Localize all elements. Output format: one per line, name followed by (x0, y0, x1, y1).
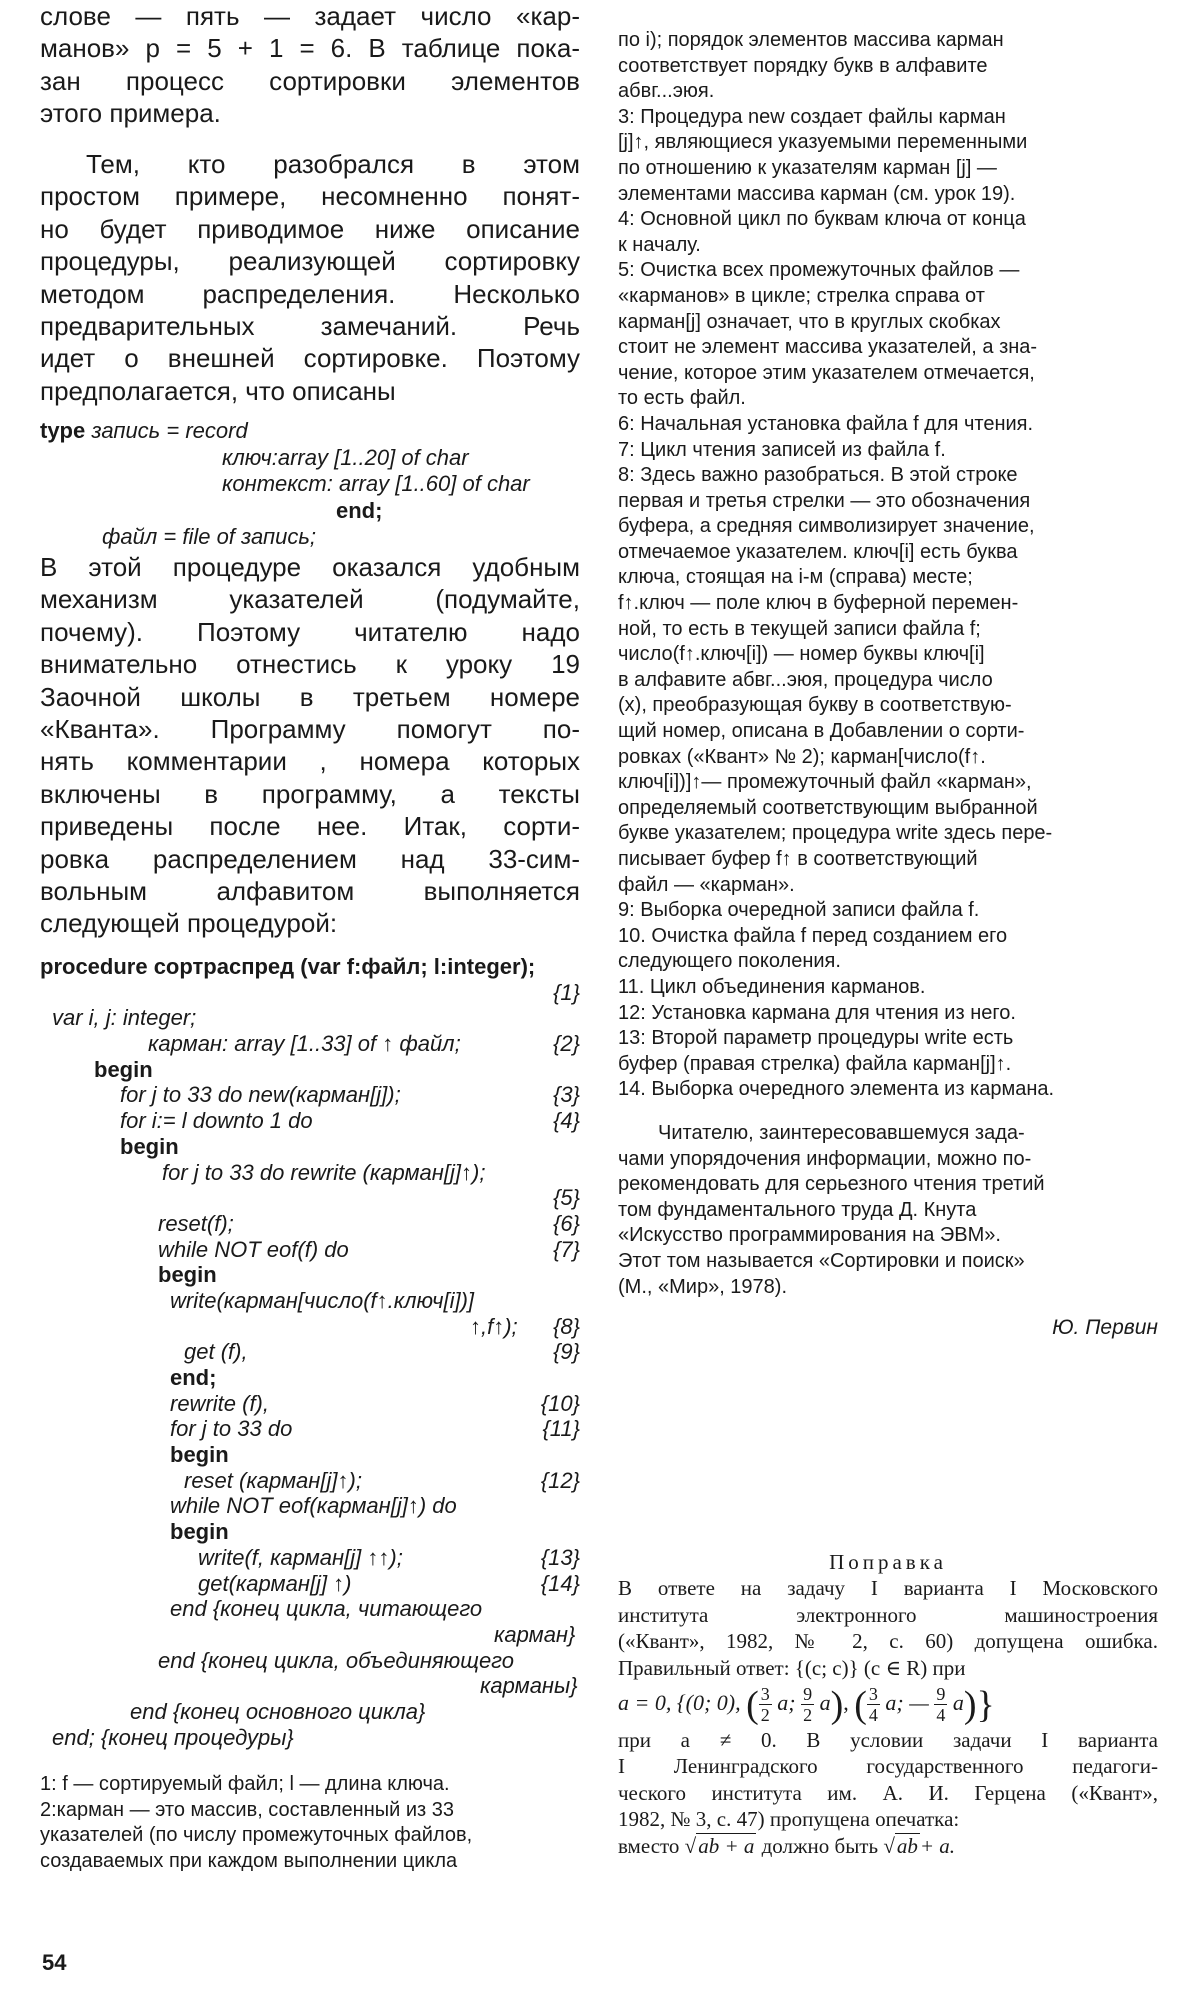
text-line: Тем, кто разобрался в этом (86, 149, 580, 179)
code-line: procedure сортраспред (var f:файл; l:integer); (40, 954, 536, 979)
text-line: ровках («Квант» № 2); карман[число(f↑. (618, 745, 986, 768)
text-line: буфер (правая стрелка) файла карман[j]↑. (618, 1052, 1012, 1075)
text-line: 3: Процедура new создает файлы карман (618, 105, 1006, 128)
text-line: Этот том называется «Сортировки и поиск» (618, 1249, 1025, 1272)
text-line: определяемый соответствующим выбранной (618, 796, 1038, 819)
third-paragraph (40, 551, 580, 940)
code-line: write(f, карман[j] ↑↑); {13} (198, 1544, 580, 1570)
text-line: 14. Выборка очередного элемента из кармана. (618, 1078, 1055, 1101)
code-line: reset (карман[j]↑); {12} (184, 1467, 580, 1493)
code-line: карман: array [1..33] of ↑ файл; {2} (148, 1031, 580, 1057)
text-line: том фундаментального труда Д. Кнута (618, 1198, 977, 1221)
text-line: «Кванта». Программу помогут по- (40, 714, 580, 745)
code-line: end {конец цикла, читающего (170, 1596, 483, 1622)
decl-line-context: контекст: array [1..60] of char (222, 471, 530, 496)
text-line: предварительных замечаний. Речь (40, 311, 580, 342)
correction-formula: a = 0, {(0; 0), ( $\frac{3}{2}$ a; $\frac{9}{2}$ a), ( $\frac{3}{4}$ a; — $\frac{9}{4}$ a)} (618, 1683, 995, 1726)
text-line: этого примера. (40, 98, 221, 129)
text-line: буфера, а средняя символизирует значение, (618, 515, 1035, 538)
page-number: 54 (42, 1950, 67, 1975)
text-line: простом примере, несомненно понят- (40, 181, 580, 212)
code-line: begin (170, 1519, 229, 1545)
text-line: [j]↑, являющиеся указуемыми переменными (618, 131, 1028, 154)
text-line: предполагается, что описаны (40, 375, 396, 406)
text-line: почему). Поэтому читателю надо (40, 616, 580, 647)
text-line: 11. Цикл объединения карманов. (618, 975, 926, 998)
closing-paragraph (618, 1121, 1158, 1300)
text-line: 1982, № 3, с. 47) пропущена опечатка: (618, 1807, 960, 1832)
text-line: 12: Установка кармана для чтения из него. (618, 1001, 1016, 1024)
text-line: соответствует порядку букв в алфавите (618, 54, 988, 77)
text-line: слове — пять — задает число «кар- (40, 1, 580, 31)
text-line: следующего поколения. (618, 950, 841, 973)
text-line: ключ[i])]↑— промежуточный файл «карман», (618, 771, 1032, 794)
correction-text (618, 1575, 1158, 1681)
code-line: карманы} (480, 1673, 578, 1699)
text-line: «Искусство программирования на ЭВМ». (618, 1224, 1001, 1247)
text-line: по отношению к указателям карман [j] — (618, 156, 997, 179)
comments-continued (618, 28, 1158, 1103)
decl-line-key: ключ:array [1..20] of char (222, 444, 469, 470)
text-line: то есть файл. (618, 387, 746, 410)
text-line: В этой процедуре оказался удобным (40, 552, 580, 582)
code-line: end {конец цикла, объединяющего (158, 1647, 515, 1673)
text-line: 9: Выборка очередной записи файла f. (618, 899, 980, 922)
code-line: for j to 33 do {11} (170, 1416, 580, 1442)
code-line: get (f), {9} (184, 1339, 580, 1365)
text-line: создаваемых при каждом выполнении цикла (40, 1849, 458, 1872)
text-line: f↑.ключ — поле ключ в буферной перемен- (618, 592, 1019, 615)
code-line: for i:= l downto 1 do {4} (120, 1108, 580, 1134)
text-line: указателей (по числу промежуточных файлов, (40, 1824, 473, 1847)
correction-text-after (618, 1727, 1158, 1833)
text-line: института электронного машиностроения (618, 1602, 1158, 1627)
text-line: к началу. (618, 233, 701, 256)
text-line: но будет приводимое ниже описание (40, 213, 580, 244)
text-line: чение, которое этим указателем отмечается, (618, 361, 1035, 384)
text-line: I Ленинградского государственного педагоги- (618, 1754, 1158, 1779)
correction-title: Поправка (829, 1550, 947, 1574)
text-line: при a ≠ 0. В условии задачи I варианта (618, 1727, 1158, 1752)
code-line: while NOT eof(карман[j]↑) do (170, 1493, 457, 1519)
code-line: карман} (494, 1621, 576, 1647)
text-line: идет о внешней сортировке. Поэтому (40, 343, 580, 374)
correction-notice (618, 1550, 1158, 1859)
code-line: rewrite (f), {10} (170, 1390, 580, 1416)
text-line: вольным алфавитом выполняется (40, 876, 580, 907)
procedure-listing (40, 954, 580, 1750)
text-line: 5: Очистка всех промежуточных файлов — (618, 259, 1020, 282)
text-line: в алфавите абвг...эюя, процедура число (618, 668, 993, 691)
code-line: end; (170, 1365, 217, 1390)
comments-start (40, 1772, 580, 1874)
text-line: механизм указателей (подумайте, (40, 584, 580, 615)
text-line: нять комментарии , номера которых (40, 746, 580, 777)
text-line: 2:карман — это массив, составленный из 33 (40, 1798, 455, 1821)
code-line: begin (120, 1133, 179, 1159)
code-line: var i, j: integer; (52, 1005, 197, 1031)
text-line: зан процесс сортировки элементов (40, 65, 580, 96)
text-line: 13: Второй параметр процедуры write есть (618, 1027, 1014, 1050)
text-line: («Квант», 1982, № 2, с. 60) допущена ошибка. (618, 1629, 1158, 1653)
text-line: ровка распределением над 33-сим- (40, 843, 580, 874)
text-line: процедуры, реализующей сортировку (40, 246, 580, 277)
text-line: 6: Начальная установка файла f для чтения. (618, 412, 1034, 435)
text-line: ной, то есть в текущей записи файла f; (618, 617, 981, 640)
text-line: включены в программу, а тексты (40, 778, 580, 809)
text-line: элементами массива карман (см. урок 19). (618, 182, 1016, 205)
text-line: писывает буфер f↑ в соответствующий (618, 848, 978, 870)
text-line: чами упорядочения информации, можно по- (618, 1147, 1032, 1170)
code-line: for j to 33 do rewrite (карман[j]↑); (162, 1159, 486, 1185)
text-line: 8: Здесь важно разобраться. В этой строке (618, 464, 1018, 487)
code-line: {5} (553, 1185, 580, 1211)
text-line: букве указателем; процедура write здесь пере- (618, 822, 1053, 845)
code-line: while NOT eof(f) do {7} (158, 1236, 580, 1262)
text-line: «карманов» в цикле; стрелка справа от (618, 284, 985, 307)
text-line: Правильный ответ: {(c; c)} (c ∈ R) при (618, 1655, 966, 1680)
code-line: reset(f); {6} (158, 1210, 580, 1236)
code-line: {1} (553, 979, 580, 1005)
text-line: абвг...эюя. (618, 80, 715, 103)
sqrt-wrong: √ab + a (684, 1833, 755, 1858)
text-line: (x), преобразующая букву в соответствую- (618, 694, 1012, 717)
text-line: манов» p = 5 + 1 = 6. В таблице пока- (40, 33, 580, 64)
text-line: карман[j] означает, что в круглых скобках (618, 310, 1001, 333)
text-line: 7: Цикл чтения записей из файла f. (618, 438, 946, 461)
intro-paragraph (40, 0, 580, 130)
text-line: Заочной школы в третьем номере (40, 681, 580, 712)
code-line: begin (158, 1262, 217, 1288)
text-line: Читателю, заинтересовавшемуся зада- (658, 1122, 1025, 1144)
sqrt-right: √ab (883, 1833, 918, 1858)
code-line: write(карман[число(f↑.ключ[i])] (170, 1287, 475, 1313)
code-line: for j to 33 do new(карман[j]); {3} (120, 1082, 580, 1108)
text-line: отмечаемое указателем. ключ[i] есть буква (618, 540, 1018, 563)
text-line: 1: f — сортируемый файл; l — длина ключа. (40, 1773, 450, 1795)
text-line: приведены после нее. Итак, сорти- (40, 811, 580, 842)
code-line: get(карман[j] ↑) {14} (198, 1570, 580, 1596)
text-line: стоит не элемент массива указателей, а зна- (618, 336, 1038, 359)
text-line: число(f↑.ключ[i]) — номер буквы ключ[i] (618, 643, 985, 666)
type-declaration (40, 418, 580, 551)
code-line: ↑,f↑); {8} (470, 1313, 580, 1339)
text-line: следующей процедурой: (40, 908, 338, 939)
decl-line-file: файл = file of запись; (102, 524, 317, 549)
code-line: begin (94, 1056, 153, 1082)
text-line: 10. Очистка файла f перед созданием его (618, 924, 1008, 947)
text-line: В ответе на задачу I варианта I Московского (618, 1576, 1158, 1600)
text-line: методом распределения. Несколько (40, 278, 580, 309)
decl-line-type: type запись = record (40, 418, 248, 443)
text-line: ключа, стоящая на i-м (справа) месте; (618, 566, 973, 589)
text-line: рекомендовать для серьезного чтения третий (618, 1173, 1045, 1196)
code-line: end {конец основного цикла} (130, 1698, 426, 1724)
text-line: внимательно отнестись к уроку 19 (40, 649, 580, 680)
text-line: файл — «карман». (618, 873, 795, 896)
text-line: ческого института им. А. И. Герцена («Квант», (618, 1780, 1158, 1805)
code-line: begin (170, 1442, 229, 1468)
text-line: щий номер, описана в Добавлении о сорти- (618, 720, 1025, 743)
second-paragraph (40, 148, 580, 407)
author-signature: Ю. Первин (1052, 1316, 1158, 1339)
text-line: по i); порядок элементов массива карман (618, 29, 1004, 51)
text-line: первая и третья стрелки — это обозначения (618, 489, 1031, 512)
text-line: 4: Основной цикл по буквам ключа от конца (618, 208, 1026, 231)
text-line: (М., «Мир», 1978). (618, 1275, 788, 1298)
correction-last-line: вместо √ab + a должно быть √ab+ a. (618, 1833, 956, 1858)
decl-line-end: end; (336, 497, 383, 523)
code-line: end; {конец процедуры} (52, 1724, 294, 1750)
